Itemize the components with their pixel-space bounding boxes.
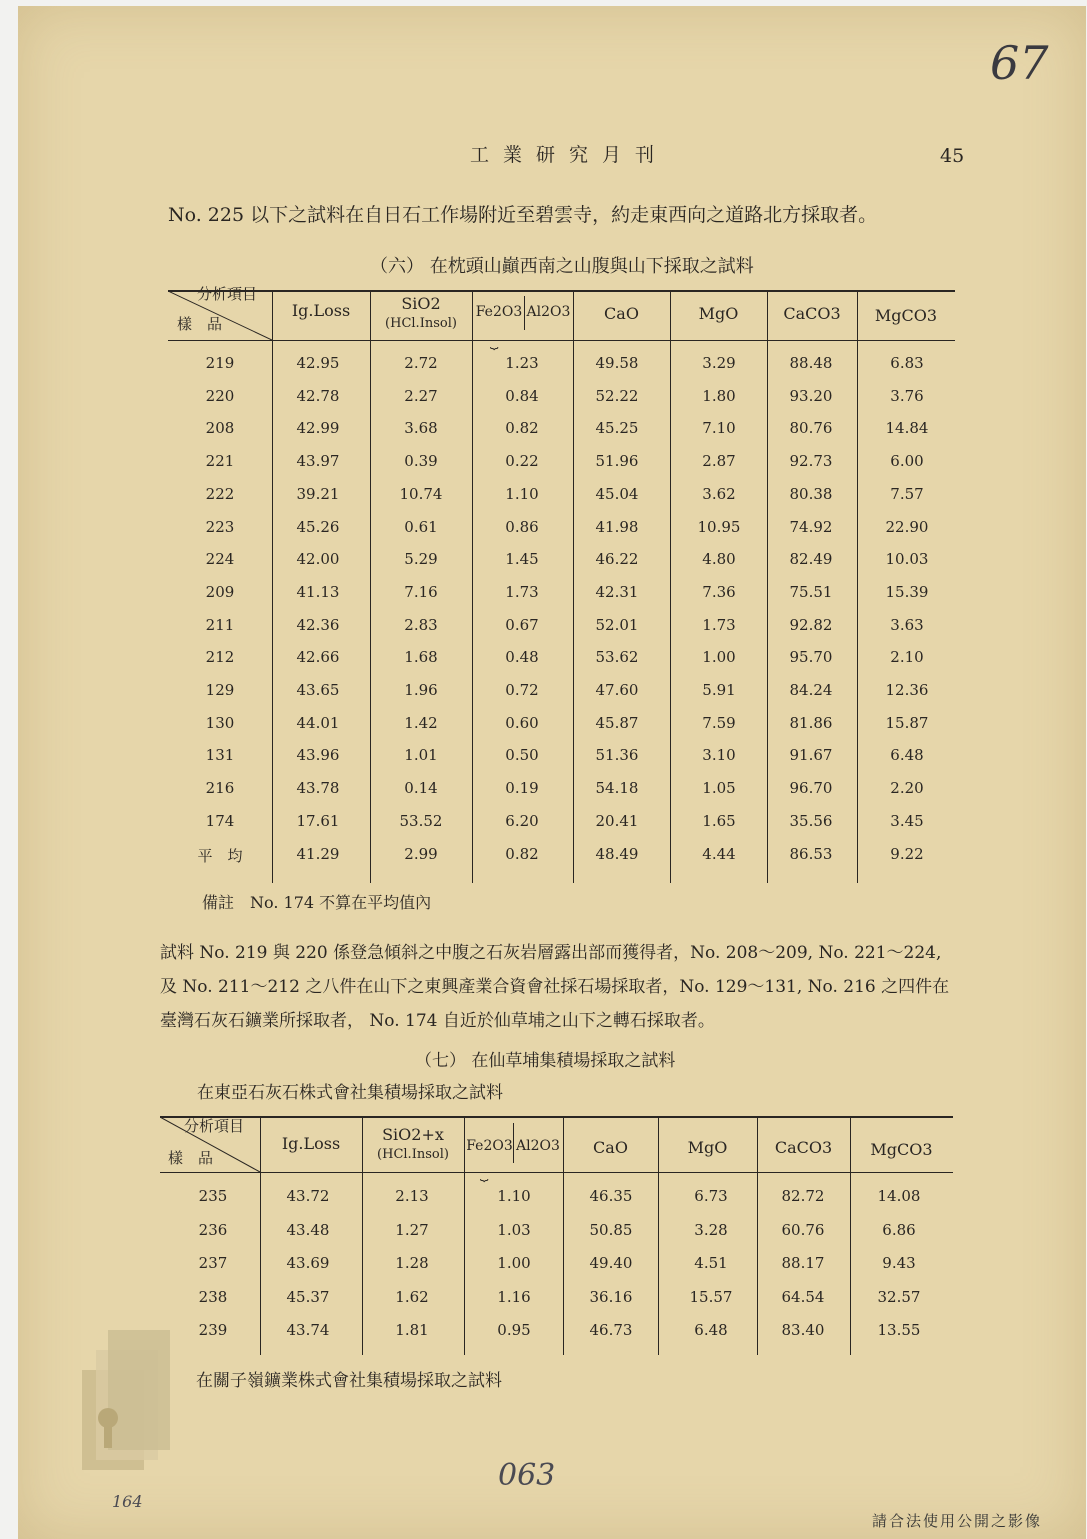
table6-cell: 219 [205,354,235,372]
section7-subtitle: 在東亞石灰石株式會社集積場採取之試料 [197,1083,503,1103]
table6-cell: 45.26 [296,517,340,536]
table6-cell: 6.00 [890,452,924,471]
table6-cell: 1.00 [702,648,736,667]
table7-cell: 43.74 [286,1321,330,1339]
table7-header-sio2: SiO2+x (HCl.Insol) [377,1125,449,1162]
table7-cell: 237 [198,1254,228,1272]
table7-cell: 1.03 [497,1220,531,1239]
table6-cell: 39.21 [296,484,340,503]
table7-col-line [464,1117,465,1355]
table6-cell: 0.48 [505,648,539,667]
table6-cell: 80.76 [789,419,833,438]
table6-cell: 41.13 [296,582,340,601]
footer-watermark: 請合法使用公開之影像 [872,1512,1043,1530]
table6-cell: 54.18 [595,779,639,798]
table6-cell: 12.36 [885,681,929,699]
table6-col-line [472,291,473,883]
table7-cell: 13.55 [877,1321,921,1339]
table6-top-rule [168,290,955,292]
table6-cell: 86.53 [789,844,833,863]
table6-cell: 5.91 [702,681,736,699]
table7-cell: 43.69 [286,1254,330,1272]
table7-cell: 36.16 [589,1287,633,1306]
table6-cell: 7.57 [890,484,924,503]
table6-cell: 1.05 [702,779,736,798]
table6-cell: 3.10 [702,746,736,765]
table6-cell: 41.29 [296,844,340,863]
table7-cell: 235 [198,1187,228,1205]
table7-cell: 2.13 [395,1187,429,1205]
table6-cell: 42.99 [296,419,340,438]
table6-cell: 17.61 [296,811,340,830]
table7-cell: 3.28 [694,1220,728,1239]
table6-cell: 209 [205,582,235,601]
table6-cell: 0.60 [505,713,539,732]
table6-cell: 2.72 [404,354,438,372]
table6-cell: 0.84 [505,386,539,405]
table6-cell: 0.67 [505,615,539,634]
table6-header-caco3: CaCO3 [783,304,841,323]
table7-cell: 60.76 [781,1220,825,1239]
table6-cell: 48.49 [595,844,639,863]
table6-cell: 2.10 [890,648,924,667]
table6-cell: 211 [205,615,235,634]
table7-header-rule [160,1172,953,1173]
table6-cell: 221 [205,452,235,471]
table6-cell: 92.82 [789,615,833,634]
table6-cell: 130 [205,713,235,732]
table6-cell: 1.65 [702,811,736,830]
table6-header-mgco3: MgCO3 [874,306,938,325]
table6-cell: 3.63 [890,615,924,634]
handwritten-bottom-number: 063 [498,1458,556,1493]
table6-cell: 74.92 [789,517,833,536]
table6-cell: 2.83 [404,615,438,634]
table7-cell: 43.72 [286,1187,330,1205]
table7-cell: 45.37 [286,1287,330,1306]
table6-cell: 2.99 [404,844,438,863]
table7-cell: 14.08 [877,1187,921,1205]
table6-cell: 0.61 [404,517,438,536]
table6-cell: 0.22 [505,452,539,471]
table6-cell: 45.25 [595,419,639,438]
table6-cell: 6.83 [890,354,924,372]
table6-cell: 3.76 [890,386,924,405]
table7-header-item: 分析項目 [184,1117,245,1135]
note: 備註 No. 174 不算在平均值內 [202,893,432,912]
table7-cell: 1.00 [497,1254,531,1272]
table6-cell: 208 [205,419,235,438]
handwritten-left-number: 164 [112,1492,143,1511]
table6-cell: 0.50 [505,746,539,765]
table7-cell: 6.73 [694,1187,728,1205]
table6-cell: 15.87 [885,713,929,732]
table6-cell: 7.16 [404,582,438,601]
table6-cell: 9.22 [890,844,924,863]
table7-cell: 238 [198,1287,228,1306]
table7-cell: 43.48 [286,1220,330,1239]
table6-cell: 80.38 [789,484,833,503]
table6-cell: 2.87 [702,452,736,471]
table7-brace: ⏟ [480,1166,489,1182]
table6-cell: 75.51 [789,582,833,601]
table6-cell: 1.73 [505,582,539,601]
table6-cell: 45.04 [595,484,639,503]
table6-cell: 1.80 [702,386,736,405]
table6-cell: 0.72 [505,681,539,699]
table6-col-line [670,291,671,883]
table6-header-mgo: MgO [698,304,739,323]
table6-cell: 2.20 [890,779,924,798]
table6-cell: 93.20 [789,386,833,405]
table6-cell: 42.31 [595,582,639,601]
table7-cell: 239 [198,1321,228,1339]
table7-cell: 1.27 [395,1220,429,1239]
table6-cell: 7.59 [702,713,736,732]
table6-cell: 42.66 [296,648,340,667]
table6-cell: 96.70 [789,779,833,798]
table6-cell: 0.14 [404,779,438,798]
table6-cell: 44.01 [296,713,340,732]
table6-cell: 0.19 [505,779,539,798]
table7-cell: 1.10 [497,1187,531,1205]
table7-cell: 83.40 [781,1321,825,1339]
table7-cell: 32.57 [877,1287,921,1306]
intro-text: No. 225 以下之試料在自日石工作場附近至碧雲寺，約走東西向之道路北方採取者。 [168,204,878,226]
table7-cell: 1.28 [395,1254,429,1272]
section7-title: （七） 在仙草埔集積場採取之試料 [415,1051,676,1071]
table6-cell: 41.98 [595,517,639,536]
table6-cell: 6.20 [505,811,539,830]
table6-cell: 46.22 [595,550,639,569]
table6-cell: 7.36 [702,582,736,601]
table7-cell: 6.86 [882,1220,916,1239]
table6-cell: 0.82 [505,419,539,438]
table6-cell: 0.86 [505,517,539,536]
table6-cell: 216 [205,779,235,798]
table6-cell: 10.03 [885,550,929,569]
table6-cell: 20.41 [595,811,639,830]
table6-cell: 174 [205,811,235,830]
table6-cell: 224 [205,550,235,569]
table6-cell: 42.95 [296,354,340,372]
table7-cell: 88.17 [781,1254,825,1272]
table6-cell: 43.78 [296,779,340,798]
table6-header-sio2: SiO2 (HCl.Insol) [385,294,457,331]
table6-cell: 82.49 [789,550,833,569]
table6-cell: 43.97 [296,452,340,471]
table7-header-caco3: CaCO3 [774,1138,833,1157]
table6-cell: 2.27 [404,386,438,405]
table6-cell: 35.56 [789,811,833,830]
table7-cell: 4.51 [694,1254,728,1272]
table6-cell: 3.29 [702,354,736,372]
table7-col-line [260,1117,261,1355]
table7-cell: 46.73 [589,1321,633,1339]
table6-cell: 88.48 [789,354,833,372]
table7-cell: 1.81 [395,1321,429,1339]
table7-header-al2o3: Al2O3 [516,1138,560,1154]
table6-cell: 42.78 [296,386,340,405]
table7-header-igloss: Ig.Loss [281,1134,341,1153]
table6-cell: 47.60 [595,681,639,699]
section8-subtitle: 在關子嶺鑛業株式會社集積場採取之試料 [196,1371,502,1391]
section6-title: （六） 在枕頭山巓西南之山腹與山下採取之試料 [370,256,754,277]
table6-col-line [370,291,371,883]
table6-cell: 45.87 [595,713,639,732]
table6-cell: 10.74 [399,484,443,503]
table7-header-cao: CaO [593,1138,628,1157]
table6-cell: 91.67 [789,746,833,765]
table6-col-line [857,291,858,883]
table6-cell: 131 [205,746,235,765]
table6-cell: 1.45 [505,550,539,569]
table6-cell: 4.44 [702,844,736,863]
table6-cell: 53.52 [399,811,443,830]
table6-cell: 1.01 [404,746,438,765]
table6-cell: 15.39 [885,582,929,601]
table7-header-fe2o3: Fe2O3 [466,1138,513,1154]
table7-cell: 236 [198,1220,228,1239]
table6-cell: 84.24 [789,681,833,699]
table6-header-sample: 樣 品 [177,315,223,333]
table6-cell: 51.36 [595,746,639,765]
table7-cell: 6.48 [694,1321,728,1339]
table6-header-item: 分析項目 [197,285,258,303]
document-page [18,6,1086,1539]
table7-cell: 1.16 [497,1287,531,1306]
table7-cell: 82.72 [781,1187,825,1205]
table7-cell: 1.62 [395,1287,429,1306]
table6-cell: 95.70 [789,648,833,667]
table6-cell: 51.96 [595,452,639,471]
table6-cell: 1.68 [404,648,438,667]
table6-cell: 222 [205,484,235,503]
table6-header-fe2o3: Fe2O3 [475,304,523,320]
table7-header-sample: 樣 品 [168,1149,214,1167]
table6-cell: 42.00 [296,550,340,569]
handwritten-page-number: 67 [990,36,1049,90]
table7-cell: 49.40 [589,1254,633,1272]
table7-cell: 9.43 [882,1254,916,1272]
table6-col-line [573,291,574,883]
table6-cell: 212 [205,648,235,667]
table6-header-rule [168,340,955,341]
table6-cell: 49.58 [595,354,639,372]
table6-cell: 1.10 [505,484,539,503]
journal-title: 工業研究月刊 [470,144,669,166]
table6-cell: 43.96 [296,746,340,765]
table6-cell: 22.90 [885,517,929,536]
table6-cell: 3.68 [404,419,438,438]
table6-cell: 0.82 [505,844,539,863]
table7-header-mgco3: MgCO3 [870,1140,933,1159]
table7-cell: 64.54 [781,1287,825,1306]
table6-cell: 53.62 [595,648,639,667]
table6-cell: 10.95 [697,517,741,536]
table6-cell: 5.29 [404,550,438,569]
table6-cell: 3.45 [890,811,924,830]
table7-cell: 50.85 [589,1220,633,1239]
table6-col-line [767,291,768,883]
paragraph: 試料 No. 219 與 220 係登急傾斜之中腹之石灰岩層露出部而獲得者，No. 208～209, No. 221～224, 及 No. 211～212 之八件在山下之東興產業合資會社採石場採取者，No. 129～131, No. 216 之四件在臺灣石灰石鑛業所採取者， No. 174 自近於仙草埔之山下之轉石採取者。 [160,943,950,1031]
table6-cell: 3.62 [702,484,736,503]
table6-col-line [272,291,273,883]
table6-cell: 223 [205,517,235,536]
table6-header-cao: CaO [604,304,639,323]
table6-cell: 52.22 [595,386,639,405]
table6-cell: 42.36 [296,615,340,634]
table6-cell: 1.73 [702,615,736,634]
table6-cell: 1.23 [505,354,539,372]
table6-cell: 129 [205,681,235,699]
table6-header-igloss: Ig.Loss [291,301,351,320]
table7-cell: 15.57 [689,1287,733,1306]
library-logo [78,1330,173,1480]
table6-cell: 平 均 [197,846,243,865]
table6-cell: 52.01 [595,615,639,634]
table7-cell: 46.35 [589,1187,633,1205]
table7-header-mgo: MgO [687,1138,728,1157]
table6-cell: 4.80 [702,550,736,569]
table6-cell: 0.39 [404,452,438,471]
page-number: 45 [940,145,965,167]
table6-cell: 1.96 [404,681,438,699]
table6-brace: ⏟ [490,334,499,350]
table6-cell: 14.84 [885,419,929,438]
table6-cell: 6.48 [890,746,924,765]
table6-header-al2o3: Al2O3 [526,304,571,320]
table7-top-rule [160,1116,953,1118]
table7-cell: 0.95 [497,1321,531,1339]
table6-cell: 1.42 [404,713,438,732]
table6-cell: 7.10 [702,419,736,438]
table6-cell: 43.65 [296,681,340,699]
table6-cell: 220 [205,386,235,405]
table6-cell: 81.86 [789,713,833,732]
table6-cell: 92.73 [789,452,833,471]
